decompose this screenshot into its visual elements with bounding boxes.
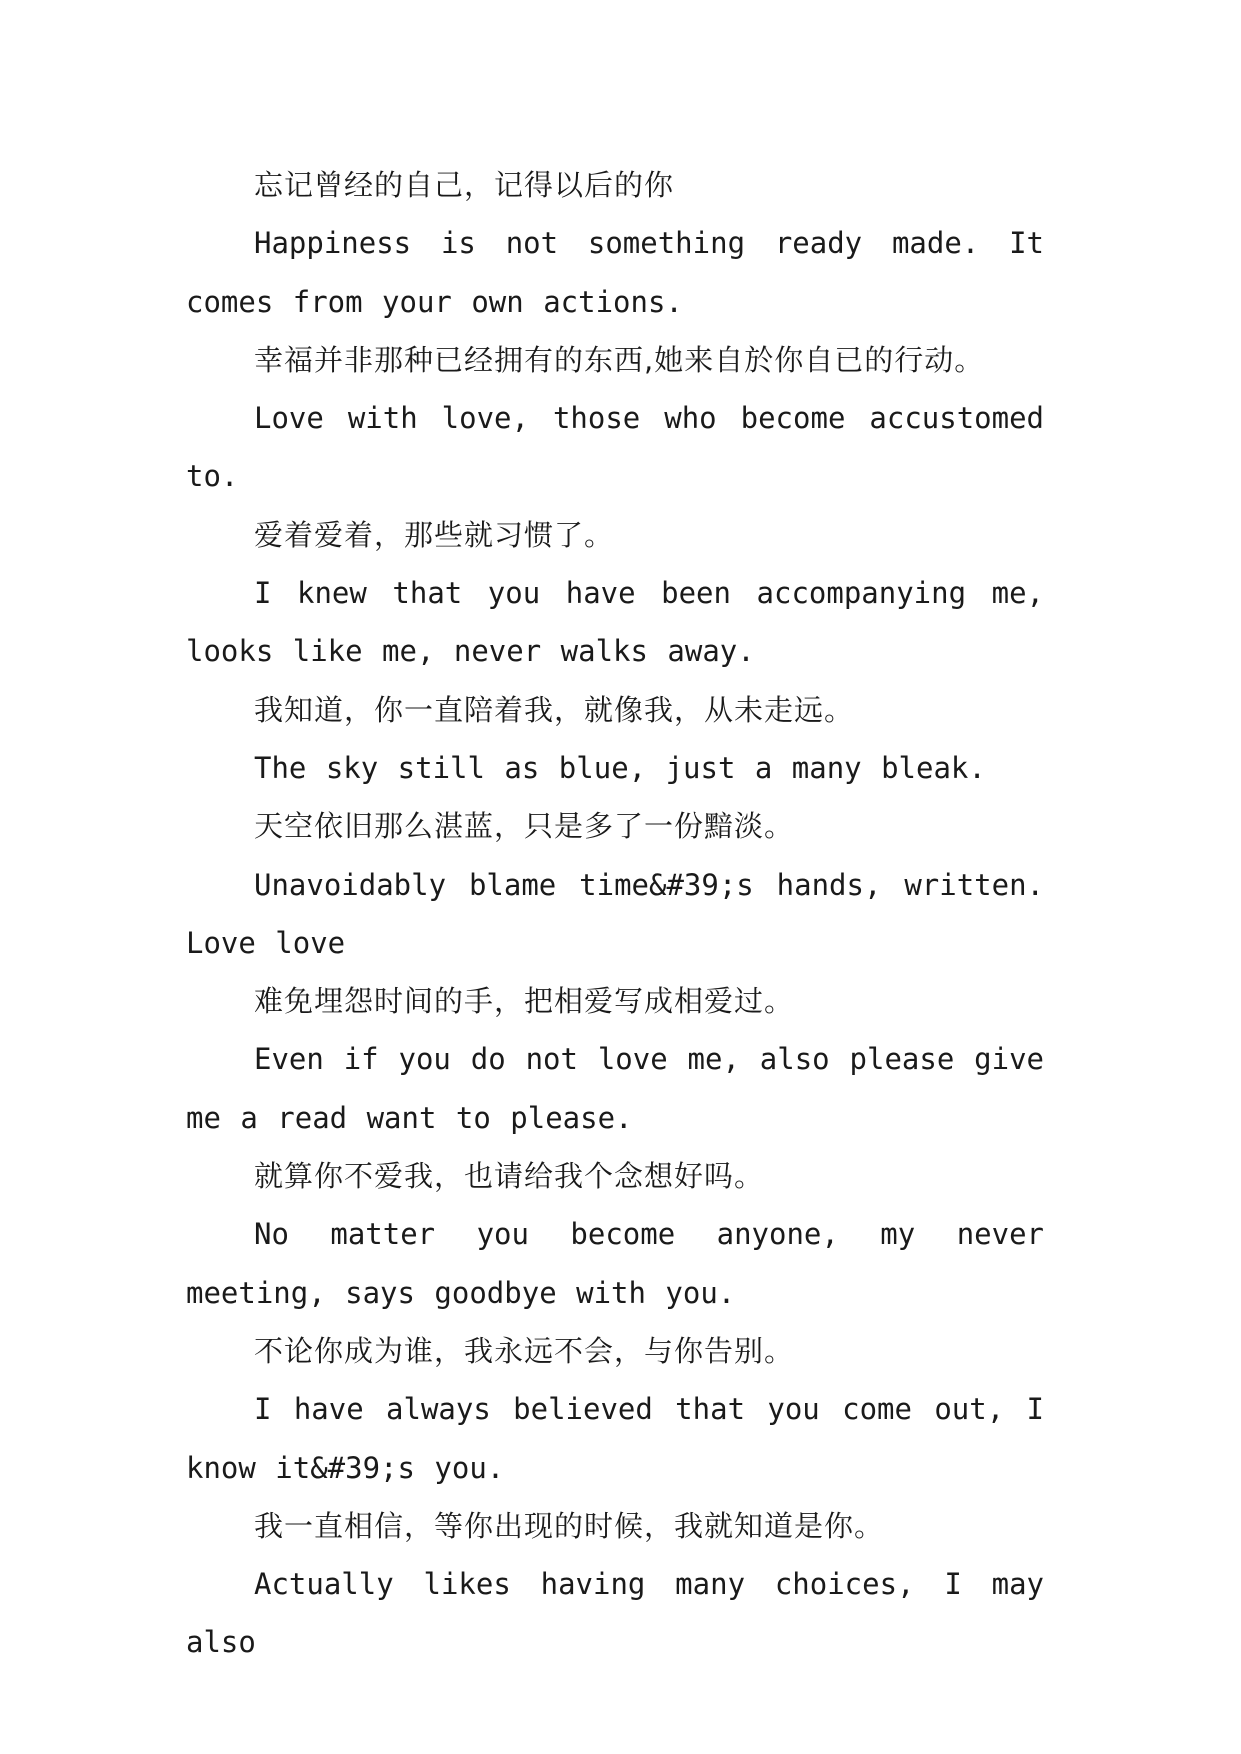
paragraph-english: Actually likes having many choices, I may also [186, 1567, 1044, 1660]
document-body [186, 156, 1044, 1672]
paragraph-chinese: 就算你不爱我，也请给我个念想好吗。 [254, 1159, 765, 1194]
paragraph-english: Even if you do not love me, also please give me a read want to please. [186, 1042, 1044, 1135]
paragraph-english: No matter you become anyone, my never meeting, says goodbye with you. [186, 1217, 1044, 1310]
paragraph-english: I have always believed that you come out, I know it&#39;s you. [186, 1392, 1044, 1485]
paragraph-english: I knew that you have been accompanying me, looks like me, never walks away. [186, 576, 1044, 669]
paragraph-chinese: 天空依旧那么湛蓝，只是多了一份黯淡。 [254, 809, 795, 844]
paragraph-english: Unavoidably blame time&#39;s hands, written. Love love [186, 867, 1044, 960]
paragraph-chinese: 我知道，你一直陪着我，就像我，从未走远。 [254, 692, 855, 727]
paragraph-english: Love with love, those who become accustomed to. [186, 401, 1044, 494]
paragraph-chinese: 不论你成为谁，我永远不会，与你告别。 [254, 1333, 795, 1368]
paragraph-chinese: 难免埋怨时间的手，把相爱写成相爱过。 [254, 984, 795, 1019]
paragraph-title: 忘记曾经的自己，记得以后的你 [254, 168, 675, 202]
paragraph-chinese: 爱着爱着，那些就习惯了。 [254, 517, 615, 552]
paragraph-chinese: 我一直相信，等你出现的时候，我就知道是你。 [254, 1508, 885, 1543]
paragraph-english: The sky still as blue, just a many bleak. [254, 750, 986, 785]
paragraph-chinese: 幸福并非那种已经拥有的东西,她来自於你自已的行动。 [254, 342, 985, 377]
paragraph-english: Happiness is not something ready made. It comes from your own actions. [186, 226, 1044, 319]
